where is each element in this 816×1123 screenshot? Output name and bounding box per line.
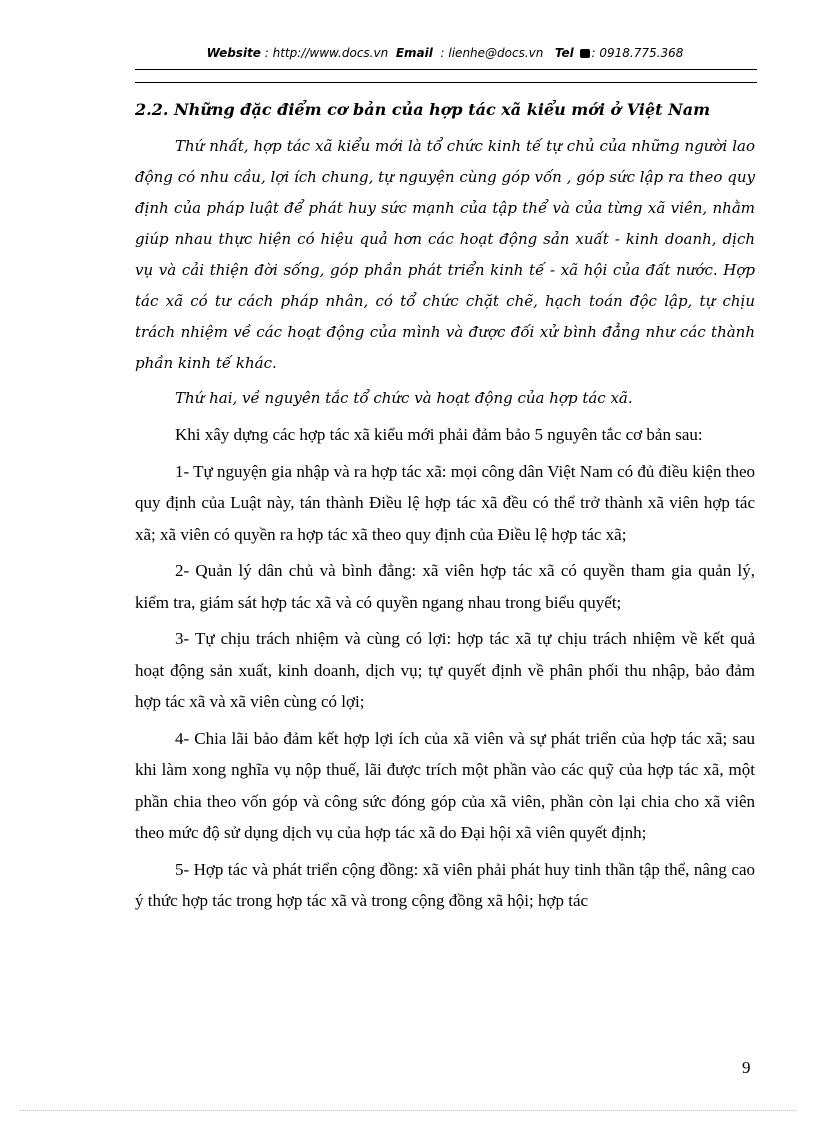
principle-2: 2- Quản lý dân chủ và bình đẳng: xã viên hợp tác xã có quyền tham gia quản lý, kiểm tra, giám sát hợp tác xã và có quyền ngang nhau trong biểu quyết; — [135, 561, 755, 612]
document-body — [135, 100, 755, 917]
paragraph-principles-intro: Khi xây dựng các hợp tác xã kiểu mới phải đảm bảo 5 nguyên tắc cơ bản sau: — [175, 425, 703, 444]
phone-icon — [580, 49, 590, 58]
paragraph-second-feature: Thứ hai, về nguyên tắc tổ chức và hoạt động của hợp tác xã. — [175, 389, 633, 407]
page-header — [135, 46, 755, 60]
section-heading: 2.2. Những đặc điểm cơ bản của hợp tác xã kiểu mới ở Việt Nam — [135, 100, 711, 119]
principle-1: 1- Tự nguyện gia nhập và ra hợp tác xã: mọi công dân Việt Nam có đủ điều kiện theo quy định của Luật này, tán thành Điều lệ hợp tác xã đều có thể trở thành xã viên hợp tác xã; xã viên có quyền ra hợp tác xã theo quy định của Điều lệ hợp tác xã; — [135, 461, 755, 544]
principle-5: 5- Hợp tác và phát triển cộng đồng: xã viên phải phát huy tinh thần tập thể, nâng cao ý thức hợp tác trong hợp tác xã và trong cộng đồng xã hội; hợp tác — [135, 859, 755, 910]
principle-4: 4- Chia lãi bảo đảm kết hợp lợi ích của xã viên và sự phát triển của hợp tác xã; sau khi làm xong nghĩa vụ nộp thuế, lãi được trích một phần vào các quỹ của hợp tác xã, một phần chia theo vốn góp và công sức đóng góp của xã viên, phần còn lại chia cho xã viên theo mức độ sử dụng dịch vụ của hợp tác xã do Đại hội xã viên quyết định; — [135, 728, 755, 842]
header-website-value: : http://www.docs.vn — [264, 46, 389, 60]
footer-divider — [20, 1110, 796, 1111]
header-email-value: : lienhe@docs.vn — [440, 46, 544, 60]
header-divider-top — [135, 69, 757, 70]
header-website-label: Website — [206, 46, 261, 60]
page-number: 9 — [742, 1058, 751, 1077]
paragraph-first-feature: Thứ nhất, hợp tác xã kiểu mới là tổ chức kinh tế tự chủ của những người lao động có nhu cầu, lợi ích chung, tự nguyện cùng góp vốn , góp sức lập ra theo quy định của pháp luật để phát huy sức mạnh của tập thể và của từng xã viên, nhằm giúp nhau thực hiện có hiệu quả hơn các hoạt động sản xuất - kinh doanh, dịch vụ và cải thiện đời sống, góp phần phát triển kinh tế - xã hội của đất nước. Hợp tác xã có tư cách pháp nhân, có tổ chức chặt chẽ, hạch toán độc lập, tự chịu trách nhiệm về các hoạt động của mình và được đối xử bình đẳng như các thành phần kinh tế khác. — [135, 137, 755, 372]
header-tel-label: Tel — [554, 46, 574, 60]
header-divider-bottom — [135, 82, 757, 83]
header-tel-value: : 0918.775.368 — [591, 46, 684, 60]
header-email-label: Email — [395, 46, 433, 60]
principle-3: 3- Tự chịu trách nhiệm và cùng có lợi: hợp tác xã tự chịu trách nhiệm về kết quả hoạt động sản xuất, kinh doanh, dịch vụ; tự quyết định về phân phối thu nhập, bảo đảm hợp tác xã và xã viên cùng có lợi; — [135, 629, 755, 711]
